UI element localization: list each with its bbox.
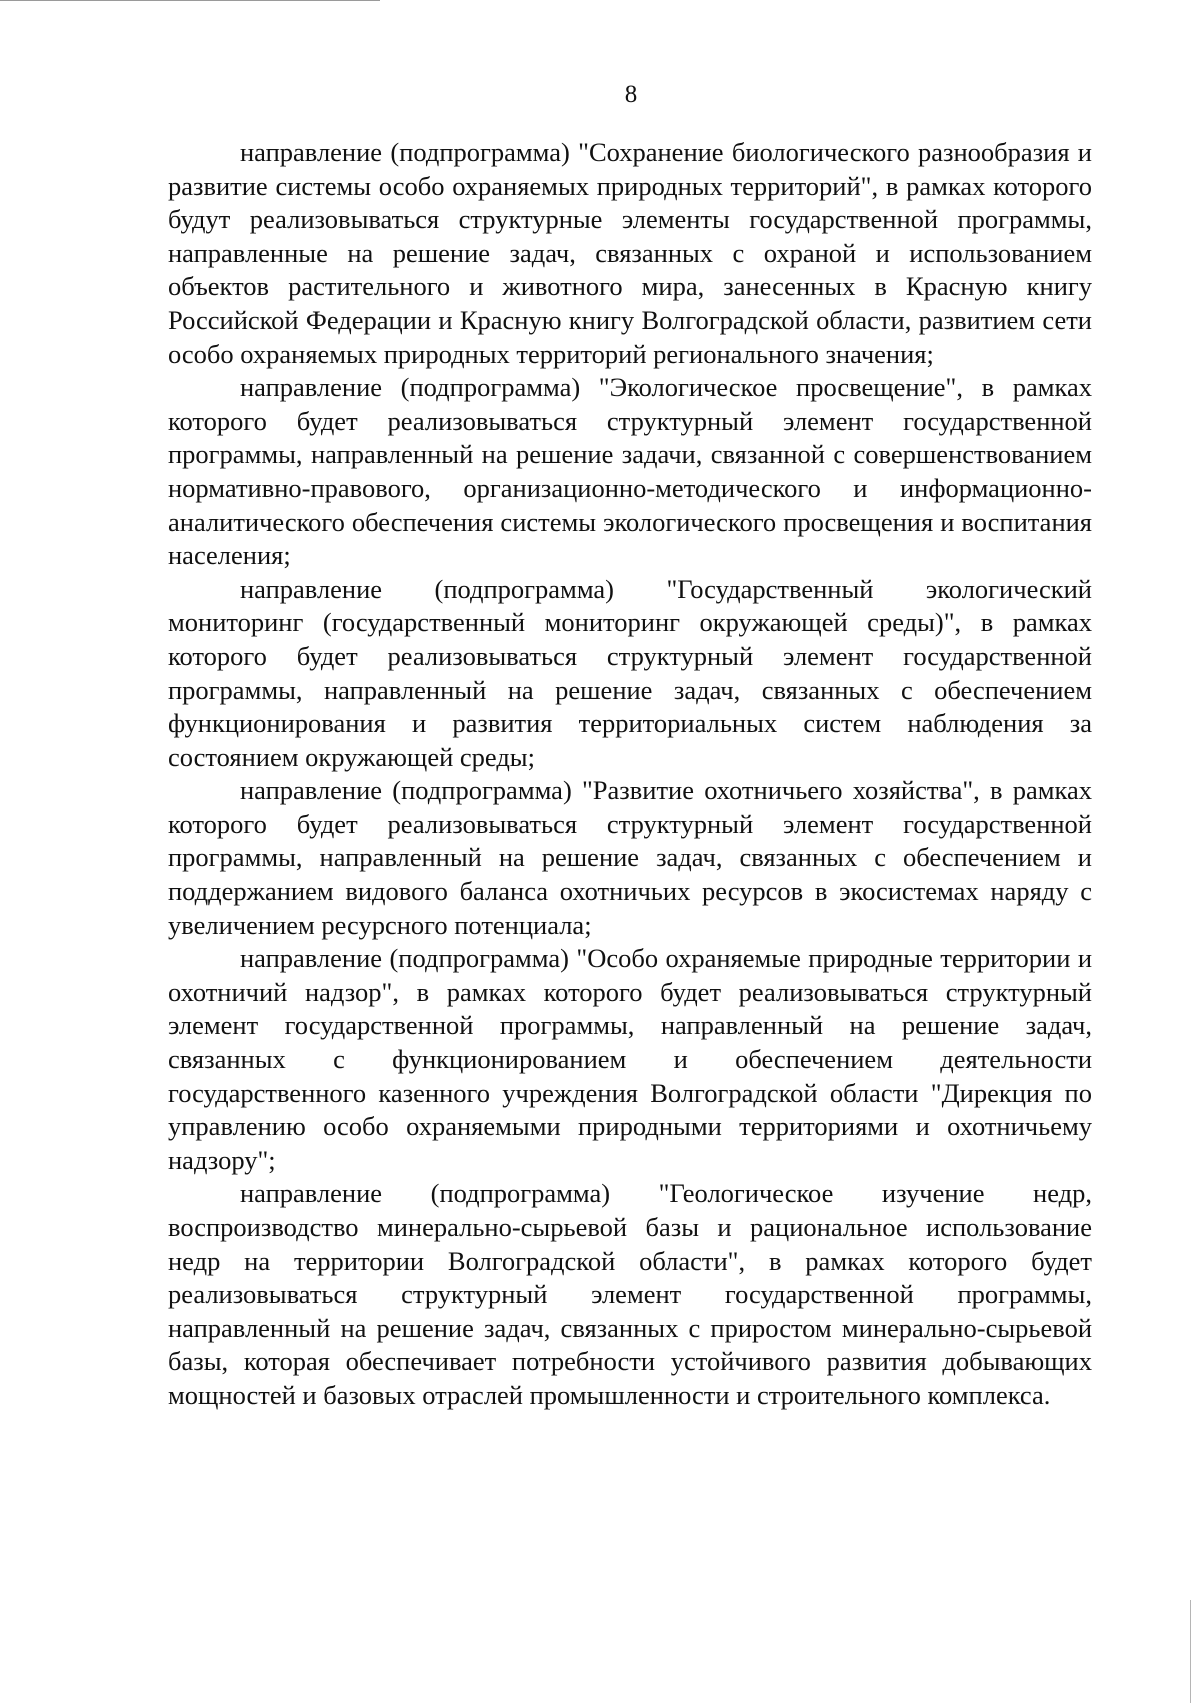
paragraph-biodiversity: направление (подпрограмма) "Сохранение биологического разнообразия и развитие системы особо охраняемых природных территорий", в рамках которого будут реализовываться структурные элементы государственной программы, направленные на решение задач, связанных с охраной и использованием объектов растительного и животного мира, занесенных в Красную книгу Российской Федерации и Красную книгу Волгоградской области, развитием сети особо охраняемых природных территорий регионального значения; [168, 137, 1092, 369]
paragraph-hunting: направление (подпрограмма) "Развитие охотничьего хозяйства", в рамках которого будет реализовываться структурный элемент государственной программы, направленный на решение задач, связанных с обеспечением и поддержанием видового баланса охотничьих ресурсов в экосистемах наряду с увеличением ресурсного потенциала; [168, 775, 1092, 940]
paragraph-geology: направление (подпрограмма) "Геологическое изучение недр, воспроизводство минерально-сырьевой базы и рациональное использование недр на территории Волгоградской области", в рамках которого будет реализовываться структурный элемент государственной программы, направленный на решение задач, связанных с приростом минерально-сырьевой базы, которая обеспечивает потребности устойчивого развития добывающих мощностей и базовых отраслей промышленности и строительного комплекса. [168, 1178, 1092, 1410]
page-number: 8 [624, 81, 638, 108]
paragraph-ecological-monitoring: направление (подпрограмма) "Государственный экологический мониторинг (государственный мониторинг окружающей среды)", в рамках которого будет реализовываться структурный элемент государственной программы, направленный на решение задач, связанных с обеспечением функционирования и развития территориальных систем наблюдения за состоянием окружающей среды; [168, 573, 1092, 772]
scan-edge-right [1190, 1600, 1191, 1703]
scan-edge-top [0, 0, 380, 1]
document-body [168, 136, 1092, 1413]
paragraph-ecological-education: направление (подпрограмма) "Экологическое просвещение", в рамках которого будет реализовываться структурный элемент государственной программы, направленный на решение задачи, связанной с совершенствованием нормативно-правового, организационно-методического и информационно-аналитического обеспечения системы экологического просвещения и воспитания населения; [168, 372, 1092, 571]
paragraph-protected-areas: направление (подпрограмма) "Особо охраняемые природные территории и охотничий надзор", в рамках которого будет реализовываться структурный элемент государственной программы, направленный на решение задач, связанных с функционированием и обеспечением деятельности государственного казенного учреждения Волгоградской области "Дирекция по управлению особо охраняемыми природными территориями и охотничьему надзору"; [168, 943, 1092, 1175]
